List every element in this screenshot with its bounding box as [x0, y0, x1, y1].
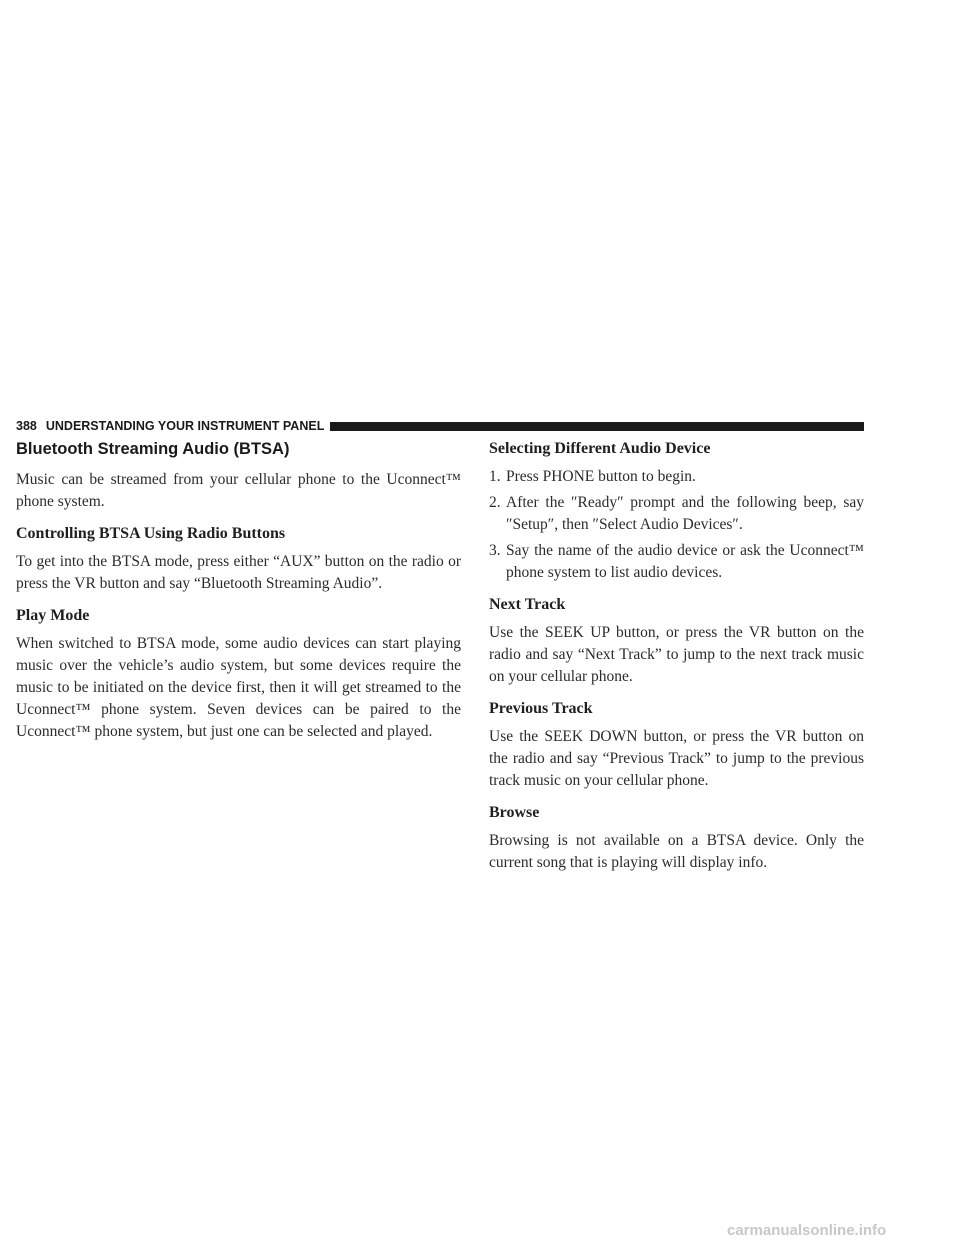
- browse-heading: Browse: [489, 804, 540, 821]
- step-text: Press PHONE button to begin.: [506, 468, 696, 485]
- step-item: [489, 492, 864, 536]
- step-item: [489, 540, 864, 584]
- step-number: 1.: [489, 468, 501, 485]
- watermark-text: carmanualsonline.info: [727, 1222, 887, 1238]
- step-item: [489, 466, 864, 488]
- next-track-text: Use the SEEK UP button, or press the VR button on the radio and say “Next Track” to jump to the next track music on your cellular phone.: [489, 624, 864, 685]
- step-number: 3.: [489, 542, 501, 559]
- next-track-heading: Next Track: [489, 596, 566, 613]
- step-text: After the ″Ready″ prompt and the following beep, say ″Setup″, then ″Select Audio Devices″.: [506, 494, 864, 533]
- header-rule: [330, 422, 864, 431]
- right-column: [489, 440, 864, 878]
- previous-track-heading: Previous Track: [489, 700, 593, 717]
- step-number: 2.: [489, 494, 501, 511]
- left-column: [16, 440, 461, 747]
- play-mode-heading: Play Mode: [16, 607, 90, 624]
- previous-track-text: Use the SEEK DOWN button, or press the VR button on the radio and say “Previous Track” to jump to the previous track music on your cellular phone.: [489, 728, 864, 789]
- controlling-text: To get into the BTSA mode, press either “AUX” button on the radio or press the VR button and say “Bluetooth Streaming Audio”.: [16, 553, 461, 592]
- step-text: Say the name of the audio device or ask the Uconnect™ phone system to list audio devices.: [506, 542, 864, 581]
- controlling-heading: Controlling BTSA Using Radio Buttons: [16, 525, 286, 542]
- browse-text: Browsing is not available on a BTSA device. Only the current song that is playing will display info.: [489, 832, 864, 871]
- play-mode-text: When switched to BTSA mode, some audio devices can start playing music over the vehicle’s audio system, but some devices require the music to be initiated on the device first, then it will get streamed to the Uconnect™ phone system. Seven devices can be paired to the Uconnect™ phone system, but just one can be selected and played.: [16, 635, 461, 740]
- section-title: UNDERSTANDING YOUR INSTRUMENT PANEL: [45, 419, 325, 433]
- selecting-steps: [489, 466, 864, 584]
- page-header: [16, 418, 864, 434]
- selecting-heading: Selecting Different Audio Device: [489, 440, 711, 457]
- watermark-logo: [727, 1222, 945, 1238]
- page-number: 388: [16, 419, 37, 433]
- btsa-intro: Music can be streamed from your cellular phone to the Uconnect™ phone system.: [16, 471, 461, 510]
- btsa-heading: Bluetooth Streaming Audio (BTSA): [16, 440, 290, 458]
